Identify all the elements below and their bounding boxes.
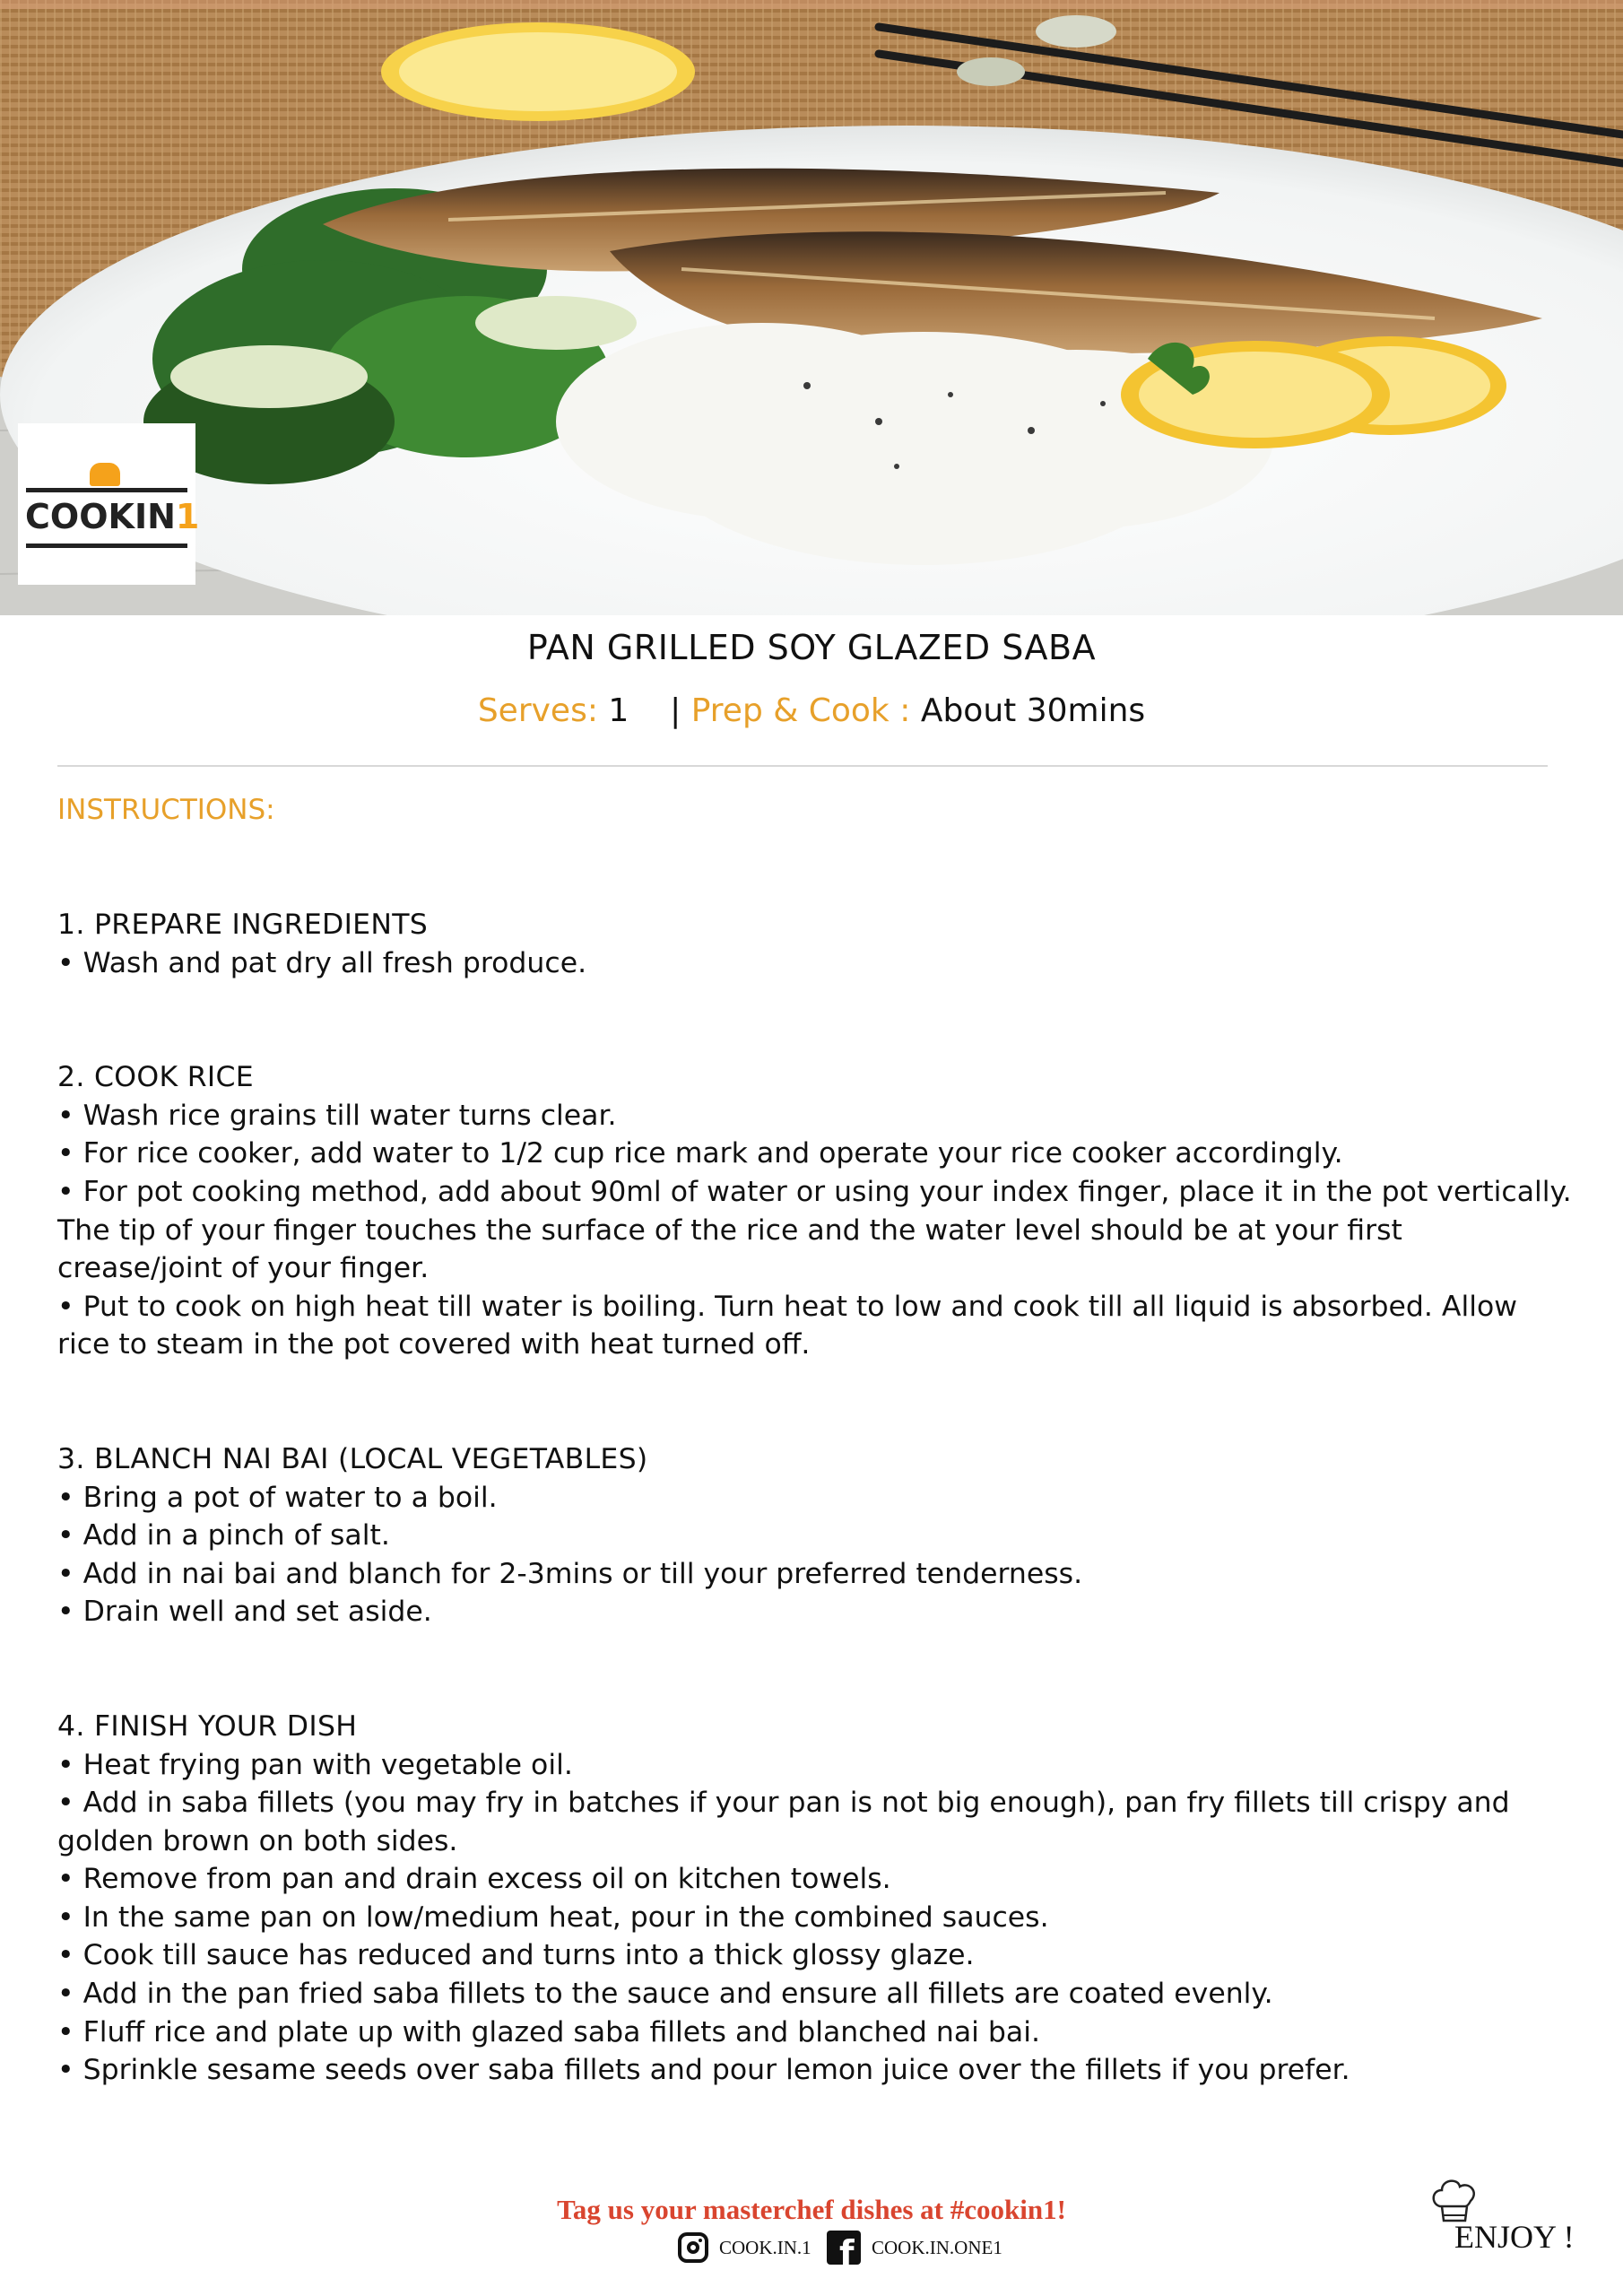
facebook-link[interactable] [827, 2230, 1002, 2266]
header-divider [57, 765, 1548, 767]
step-line: • Wash rice grains till water turns clear. [57, 1099, 617, 1132]
prep-value: About 30mins [920, 692, 1146, 729]
instagram-icon [678, 2232, 708, 2263]
step-1 [57, 906, 1573, 982]
step-2 [57, 1058, 1573, 1364]
step-line: • Drain well and set aside. [57, 1596, 432, 1629]
serves-value: 1 [608, 692, 629, 729]
step-line: • Cook till sauce has reduced and turns into a thick glossy glaze. [57, 1939, 975, 1972]
step-title: 2. COOK RICE [57, 1061, 254, 1094]
logo-rule-top [26, 488, 187, 492]
cookin1-logo [18, 423, 200, 585]
prep-label: Prep & Cook : [690, 692, 911, 729]
step-line: • Add in nai bai and blanch for 2-3mins or till your preferred tenderness. [57, 1557, 1083, 1590]
step-line: • For pot cooking method, add about 90ml of water or using your index finger, place it in the pot vertically. The tip of your finger touches the surface of the rice and the water level should be at your first crease/joint of your finger. [57, 1175, 1572, 1285]
facebook-handle: COOK.IN.ONE1 [872, 2236, 1002, 2258]
instagram-handle: COOK.IN.1 [719, 2236, 812, 2258]
step-line: • Put to cook on high heat till water is boiling. Turn heat to low and cook till all liquid is absorbed. Allow rice to steam in the pot covered with heat turned off. [57, 1290, 1518, 1361]
step-line: • Bring a pot of water to a boil. [57, 1481, 498, 1514]
step-line: • In the same pan on low/medium heat, pour in the combined sauces. [57, 1900, 1049, 1934]
food-illustration [0, 0, 1623, 615]
step-title: 1. PREPARE INGREDIENTS [57, 909, 429, 941]
step-line: • Add in the pan fried saba fillets to the sauce and ensure all fillets are coated evenly. [57, 1978, 1273, 2011]
step-title: 4. FINISH YOUR DISH [57, 1709, 358, 1743]
recipe-meta [0, 692, 1623, 729]
instagram-link[interactable] [678, 2230, 812, 2266]
serves-label: Serves: [477, 692, 598, 729]
logo-text: COOKIN1 [25, 497, 200, 536]
step-title: 3. BLANCH NAI BAI (LOCAL VEGETABLES) [57, 1442, 648, 1475]
facebook-icon: f [827, 2231, 861, 2265]
step-3 [57, 1440, 1573, 1631]
recipe-title: PAN GRILLED SOY GLAZED SABA [526, 628, 1097, 667]
step-line: • Remove from pan and drain excess oil on kitchen towels. [57, 1863, 891, 1896]
step-line: • For rice cooker, add water to 1/2 cup rice mark and operate your rice cooker accordingly. [57, 1137, 1343, 1170]
step-line: • Heat frying pan with vegetable oil. [57, 1748, 573, 1781]
logo-rule-bottom [26, 544, 187, 548]
instruction-steps [57, 906, 1573, 2166]
meta-separator: | [670, 692, 681, 729]
step-line: • Sprinkle sesame seeds over saba fillets and pour lemon juice over the fillets if you prefer. [57, 2054, 1350, 2087]
step-4 [57, 1708, 1573, 2090]
chef-hat-icon [90, 463, 120, 486]
footer-tagline: Tag us your masterchef dishes at #cookin1! [557, 2194, 1066, 2225]
enjoy-text: ENJOY ! [1454, 2219, 1575, 2255]
step-line: • Add in saba fillets (you may fry in batches if your pan is not big enough), pan fry fillets till crispy and golden brown on both sides. [57, 1787, 1510, 1857]
hero-food-photo [0, 0, 1623, 615]
step-line: • Add in a pinch of salt. [57, 1519, 390, 1552]
step-line: • Fluff rice and plate up with glazed saba fillets and blanched nai bai. [57, 2015, 1040, 2048]
instructions-heading: INSTRUCTIONS: [57, 794, 275, 826]
step-line: • Wash and pat dry all fresh produce. [57, 946, 587, 979]
